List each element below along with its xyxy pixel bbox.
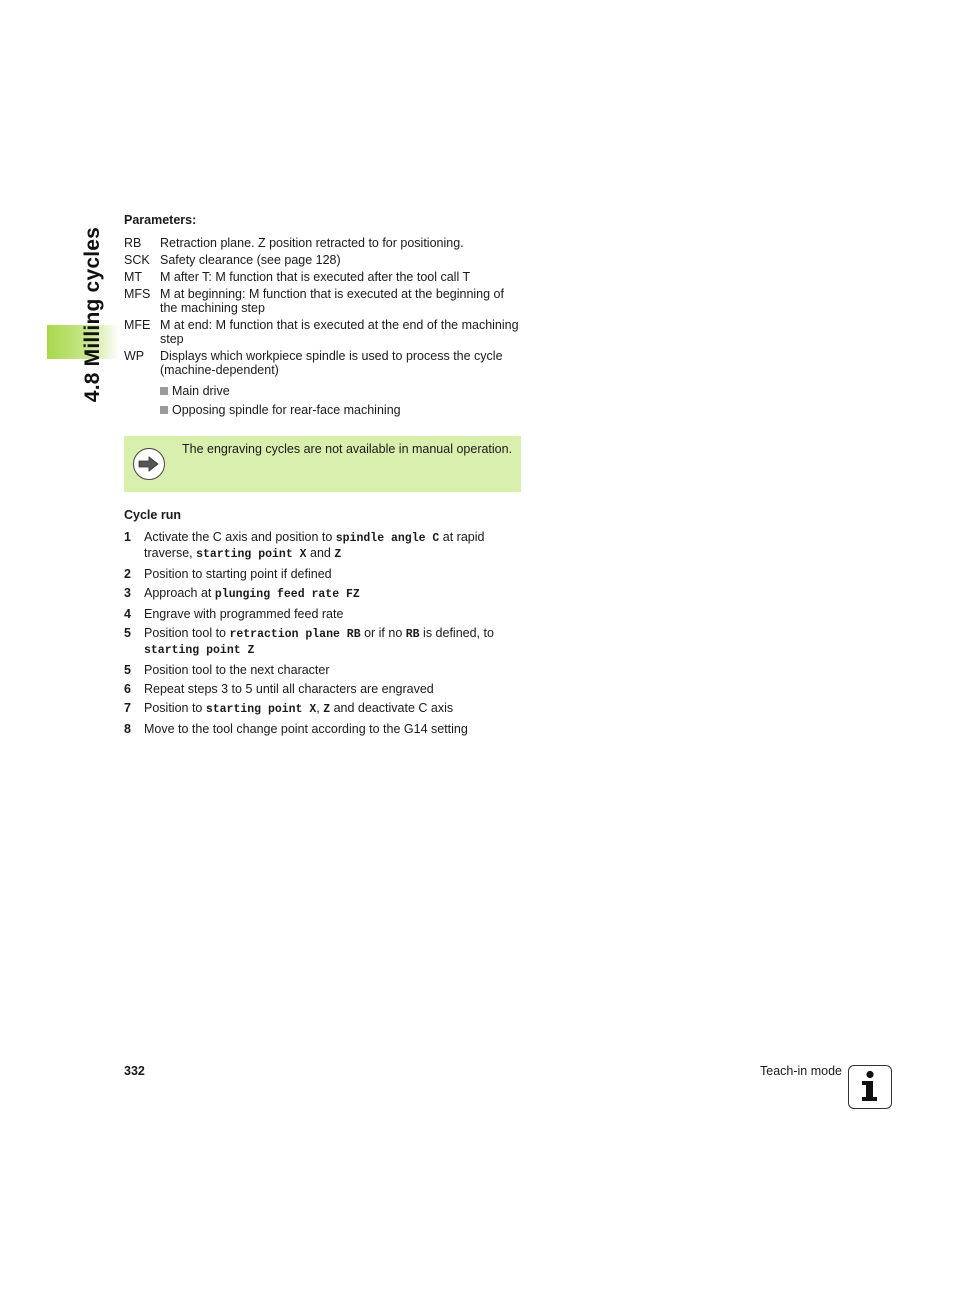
param-row <box>124 318 524 346</box>
step-text: Repeat steps 3 to 5 until all characters are engraved <box>144 682 434 696</box>
step-number: 6 <box>124 682 131 696</box>
chapter-title-text: 4.8 Milling cycles <box>81 226 104 402</box>
param-desc: Retraction plane. Z position retracted to for positioning. <box>160 236 464 250</box>
step-text <box>144 586 524 602</box>
param-row <box>124 253 524 267</box>
list-item <box>160 384 524 398</box>
step-code: RB <box>405 628 420 641</box>
list-item <box>124 682 524 696</box>
step-code: starting point X <box>196 548 307 561</box>
param-row <box>124 349 524 377</box>
param-desc: Safety clearance (see page 128) <box>160 253 341 267</box>
list-item <box>124 530 524 562</box>
list-item <box>124 607 524 621</box>
param-desc: M after T: M function that is executed after the tool call T <box>160 270 471 284</box>
step-text-part: Activate the C axis and position to <box>144 530 336 544</box>
step-number: 8 <box>124 722 131 736</box>
param-desc: M at end: M function that is executed at the end of the machining step <box>160 318 519 346</box>
step-number: 2 <box>124 567 131 581</box>
list-item <box>124 663 524 677</box>
list-item <box>124 626 524 658</box>
step-code: plunging feed rate FZ <box>214 588 360 601</box>
step-number: 3 <box>124 586 131 600</box>
square-bullet-icon <box>160 387 168 395</box>
param-key: SCK <box>124 253 150 267</box>
list-item <box>124 586 524 602</box>
step-text-part: Position to <box>144 701 206 715</box>
page-number: 332 <box>124 1064 145 1078</box>
step-text-part: Position tool to <box>144 626 230 640</box>
param-desc: M at beginning: M function that is executed at the beginning of the machining step <box>160 287 504 315</box>
wp-option-text: Main drive <box>172 384 230 398</box>
chapter-title <box>73 212 113 402</box>
footer-mode-label: Teach-in mode <box>760 1064 842 1078</box>
param-key: MFE <box>124 318 151 332</box>
parameters-section <box>124 212 524 422</box>
step-code: starting point X <box>205 703 317 716</box>
wp-options-list <box>160 384 524 417</box>
cycle-run-heading: Cycle run <box>124 508 181 522</box>
note-box <box>124 436 521 492</box>
square-bullet-icon <box>160 406 168 414</box>
step-text <box>144 626 524 658</box>
step-text-part: and <box>306 546 335 560</box>
info-icon <box>848 1065 892 1109</box>
param-key: MFS <box>124 287 151 301</box>
arrow-right-icon <box>133 448 165 480</box>
step-text: Position tool to the next character <box>144 663 330 677</box>
step-number: 7 <box>124 701 131 715</box>
step-text: Move to the tool change point according to the G14 setting <box>144 722 468 736</box>
list-item <box>124 722 524 736</box>
step-number: 4 <box>124 607 131 621</box>
cycle-run-section <box>124 507 524 741</box>
step-code: retraction plane RB <box>229 628 361 641</box>
parameters-list <box>124 236 524 377</box>
list-item <box>124 701 524 717</box>
step-text: Engrave with programmed feed rate <box>144 607 344 621</box>
step-number: 5 <box>124 626 131 640</box>
step-text: Position to starting point if defined <box>144 567 332 581</box>
parameters-heading: Parameters: <box>124 213 197 227</box>
step-code: Z <box>334 548 342 561</box>
note-text: The engraving cycles are not available in manual operation. <box>182 442 513 456</box>
step-text-part: Approach at <box>144 586 215 600</box>
step-code: Z <box>323 703 331 716</box>
step-text <box>144 530 524 562</box>
step-number: 1 <box>124 530 131 544</box>
step-text-part: is defined, to <box>419 626 494 640</box>
param-desc: Displays which workpiece spindle is used to process the cycle (machine-dependent) <box>160 349 503 377</box>
step-text-part: at rapid traverse, <box>144 530 485 560</box>
step-text-part: or if no <box>360 626 406 640</box>
param-row <box>124 287 524 315</box>
wp-option-text: Opposing spindle for rear-face machining <box>172 403 401 417</box>
list-item <box>160 403 524 417</box>
step-text-part: and deactivate C axis <box>330 701 454 715</box>
param-row <box>124 270 524 284</box>
step-text-part: , <box>316 701 324 715</box>
param-key: WP <box>124 349 145 363</box>
param-key: RB <box>124 236 142 250</box>
step-code: spindle angle C <box>335 532 440 545</box>
list-item <box>124 567 524 581</box>
step-text <box>144 701 524 717</box>
param-key: MT <box>124 270 143 284</box>
step-code: starting point Z <box>144 644 255 657</box>
param-row <box>124 236 524 250</box>
step-number: 5 <box>124 663 131 677</box>
